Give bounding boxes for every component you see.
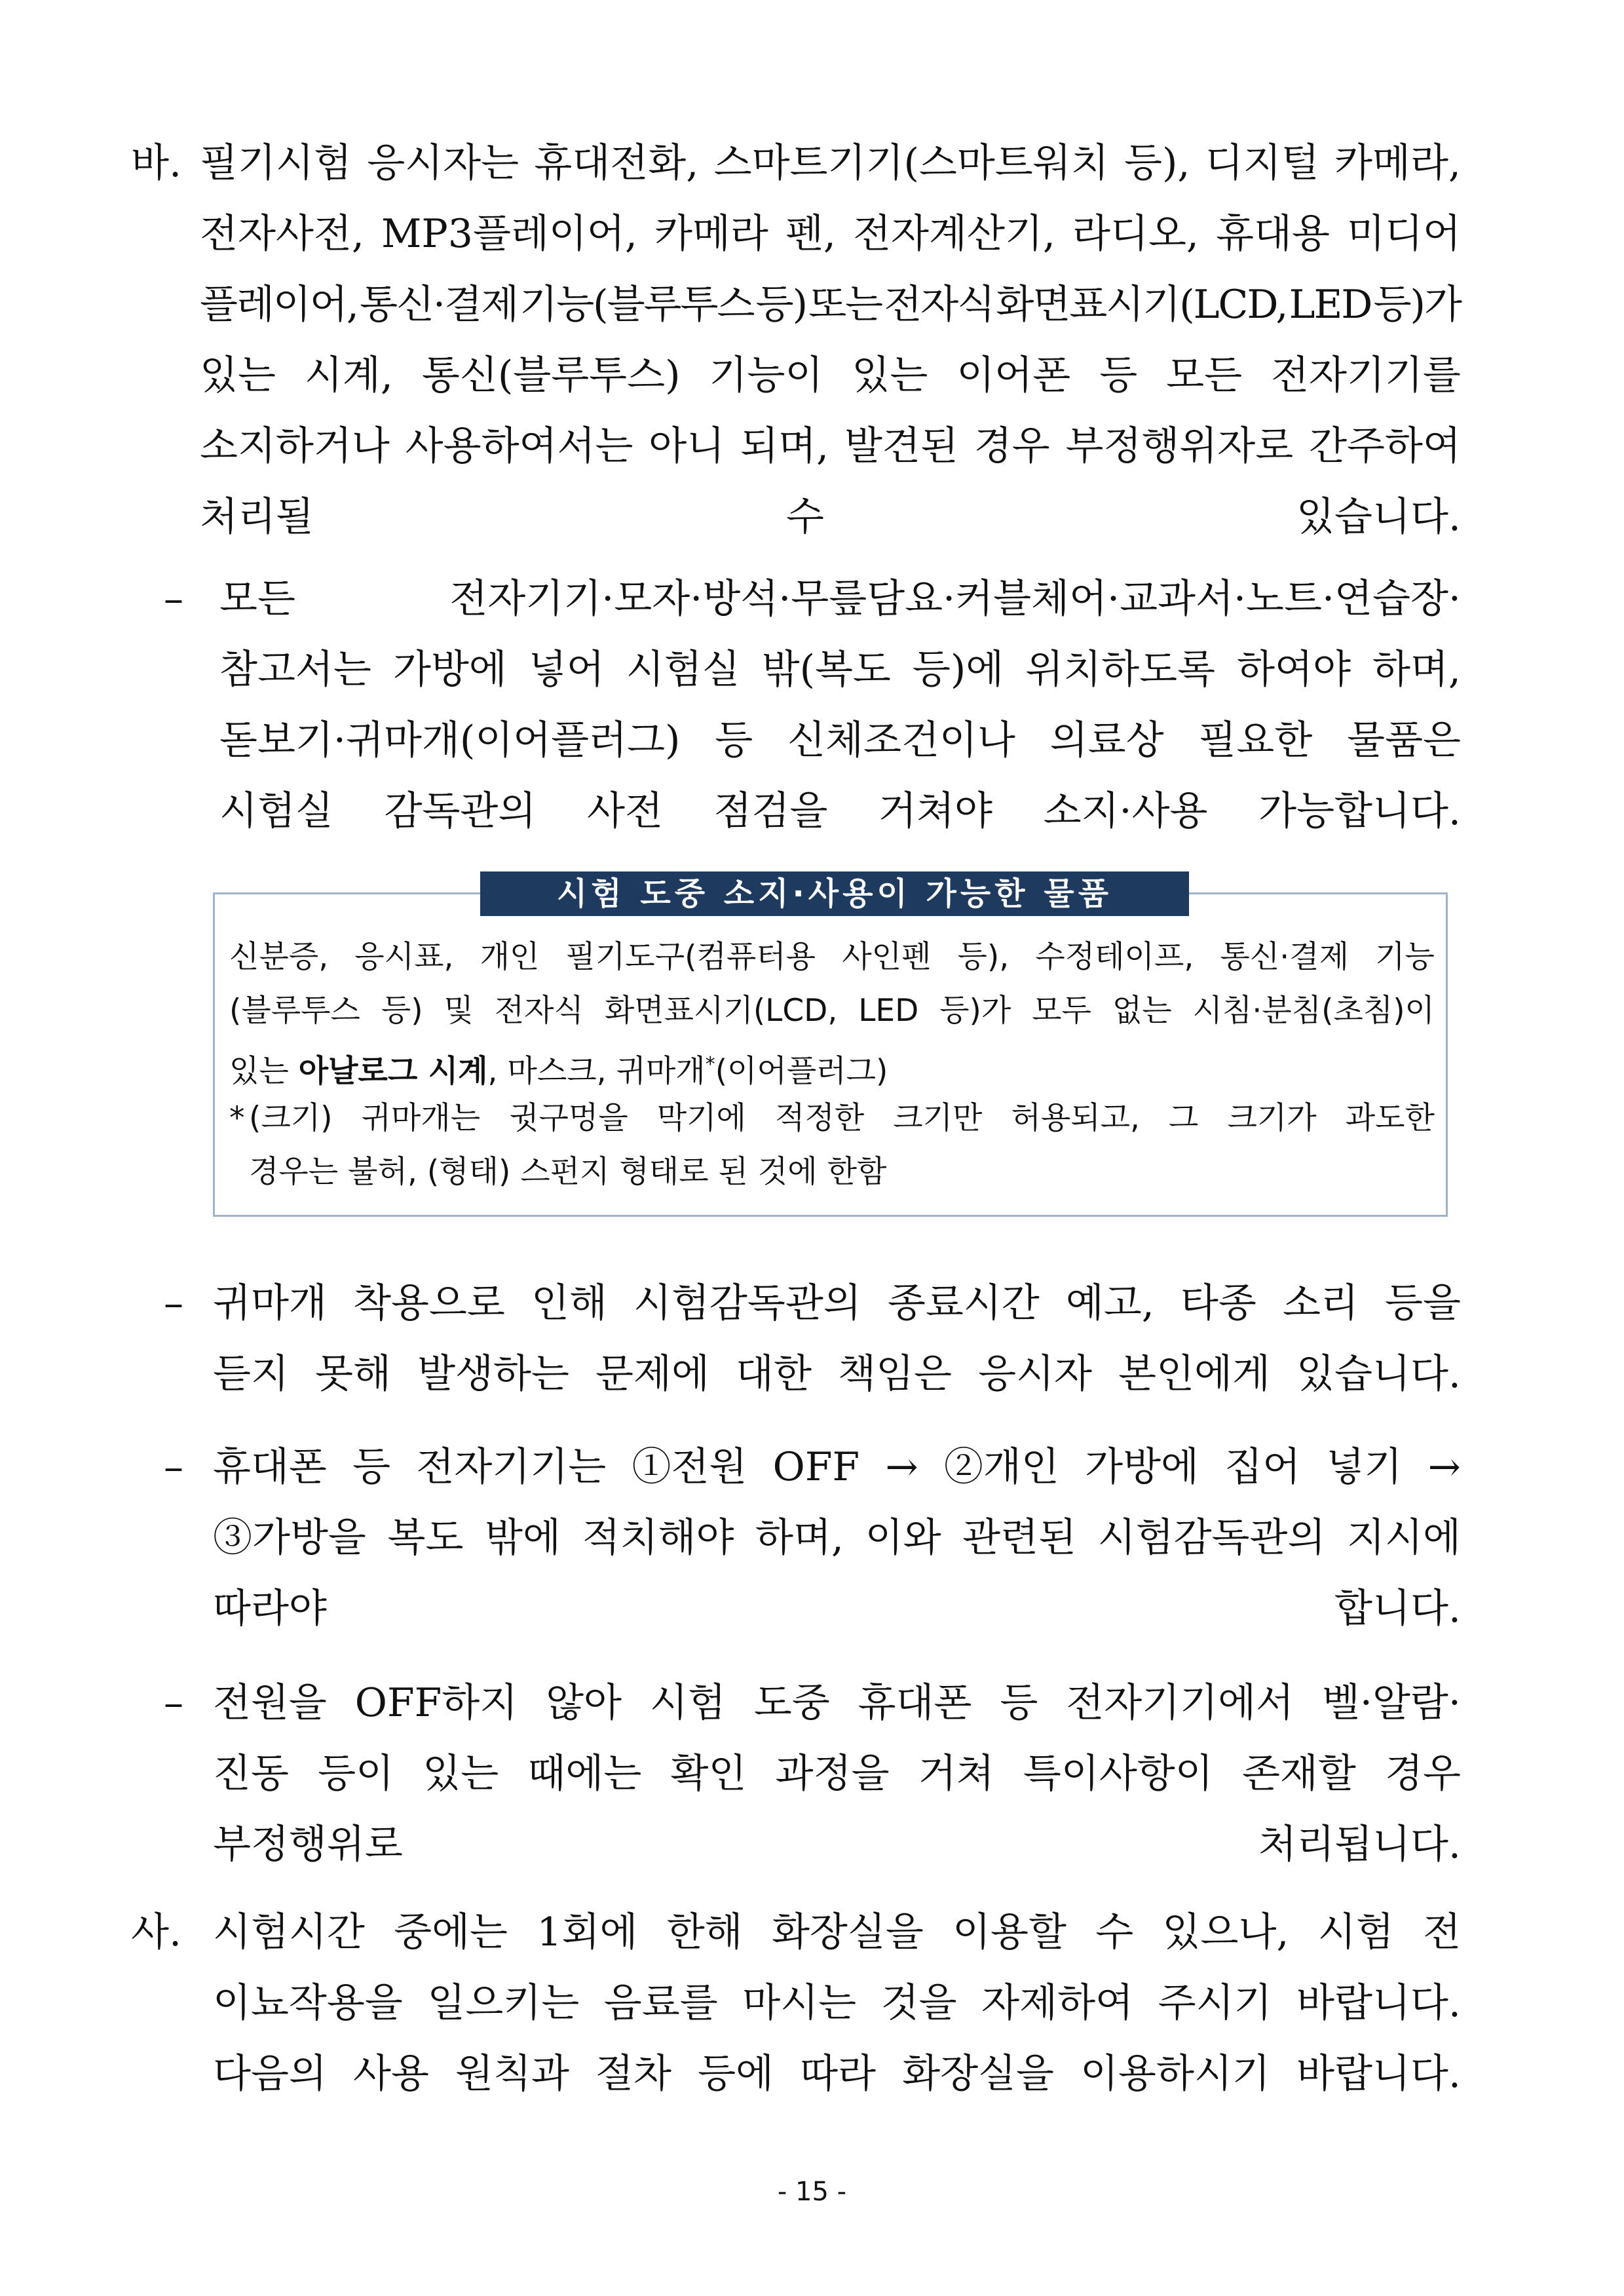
- text-line: 시험시간 중에는 1회에 한해 화장실을 이용할 수 있으나, 시험 전: [213, 1909, 1461, 1955]
- dash-marker: –: [164, 1444, 183, 1490]
- text-line: 다음의 사용 원칙과 절차 등에 따라 화장실을 이용하시기 바랍니다.: [213, 2051, 1461, 2097]
- section-marker-ba: 바.: [131, 140, 182, 186]
- text-line: 이뇨작용을 일으키는 음료를 마시는 것을 자제하여 주시기 바랍니다.: [213, 1980, 1461, 2026]
- text-line: 모든 전자기기·모자·방석·무릎담요·커블체어·교과서·노트·연습장·: [219, 576, 1461, 622]
- dash-marker: –: [164, 1680, 183, 1726]
- text-line: 듣지 못해 발생하는 문제에 대한 책임은 응시자 본인에게 있습니다.: [213, 1351, 1461, 1397]
- text-line: 참고서는 가방에 넣어 시험실 밖(복도 등)에 위치하도록 하여야 하며,: [219, 647, 1461, 693]
- note-marker: *: [229, 1100, 245, 1136]
- analog-watch-label: 아날로그 시계: [298, 1053, 488, 1090]
- bullet-1-text: [219, 564, 1461, 847]
- text-line: 처리될 수 있습니다.: [200, 494, 1461, 540]
- text-line: 필기시험 응시자는 휴대전화, 스마트기기(스마트워치 등), 디지털 카메라,: [200, 140, 1461, 186]
- allowed-items-body: [229, 930, 1435, 1199]
- text-line: 있는 시계, 통신(블루투스) 기능이 있는 이어폰 등 모든 전자기기를: [200, 353, 1461, 398]
- section-ba-text: [200, 128, 1461, 552]
- bullet-3-text: [213, 1432, 1461, 1644]
- text-line: 전원을 OFF하지 않아 시험 도중 휴대폰 등 전자기기에서 벨·알람·: [213, 1680, 1461, 1726]
- box-note: [229, 1092, 1435, 1199]
- dash-marker: –: [164, 576, 183, 622]
- box-line-end: (이어플러그): [715, 1053, 888, 1090]
- box-line-suffix: , 마스크, 귀마개: [487, 1053, 706, 1090]
- box-line: (블루투스 등) 및 전자식 화면표시기(LCD, LED 등)가 모두 없는 시침·분침(초침)이: [229, 993, 1435, 1029]
- text-line: ③가방을 복도 밖에 적치해야 하며, 이와 관련된 시험감독관의 지시에: [213, 1515, 1461, 1561]
- box-line: [229, 1038, 1435, 1092]
- note-line: (크기) 귀마개는 귓구멍을 막기에 적정한 크기만 허용되고, 그 크기가 과도한: [249, 1100, 1435, 1136]
- text-line: 귀마개 착용으로 인해 시험감독관의 종료시간 예고, 타종 소리 등을: [213, 1280, 1461, 1326]
- section-marker-sa: 사.: [131, 1909, 182, 1955]
- text-line: 부정행위로 처리됩니다.: [213, 1822, 1461, 1867]
- text-line: 시험실 감독관의 사전 점검을 거쳐야 소지·사용 가능합니다.: [219, 788, 1461, 834]
- footnote-sup: *: [705, 1053, 715, 1076]
- text-line: 돋보기·귀마개(이어플러그) 등 신체조건이나 의료상 필요한 물품은: [219, 718, 1461, 763]
- text-line: 진동 등이 있는 때에는 확인 과정을 거쳐 특이사항이 존재할 경우: [213, 1751, 1461, 1797]
- allowed-items-title: 시험 도중 소지·사용이 가능한 물품: [480, 871, 1189, 916]
- text-line: 따라야 합니다.: [213, 1586, 1461, 1632]
- box-line: 신분증, 응시표, 개인 필기도구(컴퓨터용 사인펜 등), 수정테이프, 통신·결제 기능: [229, 939, 1435, 975]
- text-line: 플레이어, 통신·결제 기능(블루투스 등) 또는 전자식 화면표시기(LCD, LED 등)가: [200, 282, 1461, 328]
- box-line-prefix: 있는: [229, 1053, 299, 1090]
- bullet-2-text: [213, 1268, 1461, 1409]
- note-line: 경우는 불허, (형태) 스펀지 형태로 된 것에 한함: [249, 1154, 887, 1190]
- text-line: 소지하거나 사용하여서는 아니 되며, 발견된 경우 부정행위자로 간주하여: [200, 423, 1461, 469]
- text-line: 전자사전, MP3플레이어, 카메라 펜, 전자계산기, 라디오, 휴대용 미디어: [200, 211, 1461, 257]
- section-sa-text: [213, 1897, 1461, 2109]
- bullet-4-text: [213, 1668, 1461, 1880]
- page-number: - 15 -: [777, 2177, 847, 2207]
- dash-marker: –: [164, 1280, 183, 1326]
- text-line: 휴대폰 등 전자기기는 ①전원 OFF → ②개인 가방에 집어 넣기 →: [213, 1444, 1461, 1490]
